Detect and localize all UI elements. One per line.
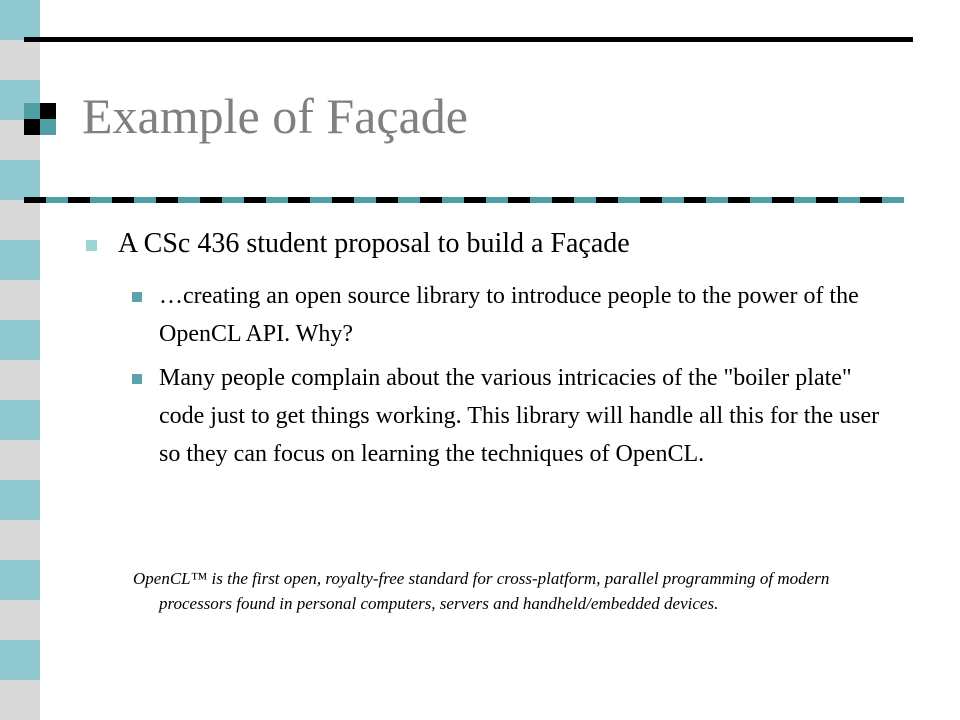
divider-segment: [574, 197, 596, 203]
divider-segment: [244, 197, 266, 203]
strip-cell: [0, 40, 40, 80]
divider-segment: [882, 197, 904, 203]
sub-bullet-square-icon: [132, 374, 142, 384]
divider-segment: [662, 197, 684, 203]
strip-cell: [0, 400, 40, 440]
strip-cell: [0, 600, 40, 640]
strip-cell: [0, 160, 40, 200]
sub-bullet-opencl-library: …creating an open source library to introduce people to the power of the OpenCL API. Why?: [159, 283, 859, 347]
divider-segment: [442, 197, 464, 203]
divider-segment: [750, 197, 772, 203]
strip-cell: [0, 0, 40, 40]
divider-segment: [706, 197, 728, 203]
strip-cell: [0, 200, 40, 240]
strip-cell: [0, 560, 40, 600]
divider-segment: [266, 197, 288, 203]
divider-segment: [68, 197, 90, 203]
slide-title: Example of Façade: [82, 88, 468, 144]
strip-cell: [0, 680, 40, 720]
strip-cell: [0, 320, 40, 360]
title-bullet-icon: [24, 103, 56, 135]
top-rule: [24, 37, 913, 42]
divider-segment: [618, 197, 640, 203]
divider-segment: [222, 197, 244, 203]
strip-cell: [0, 520, 40, 560]
sub-bullet-square-icon: [132, 292, 142, 302]
divider-segment: [112, 197, 134, 203]
strip-cell: [0, 280, 40, 320]
divider-segment: [156, 197, 178, 203]
divider-segment: [684, 197, 706, 203]
divider-segment: [728, 197, 750, 203]
strip-cell: [0, 480, 40, 520]
strip-cell: [0, 640, 40, 680]
title-divider: [24, 197, 904, 203]
divider-segment: [398, 197, 420, 203]
divider-segment: [46, 197, 68, 203]
divider-segment: [90, 197, 112, 203]
divider-segment: [596, 197, 618, 203]
divider-segment: [376, 197, 398, 203]
bullet-square-icon: [86, 240, 97, 251]
strip-cell: [0, 440, 40, 480]
divider-segment: [420, 197, 442, 203]
divider-segment: [24, 197, 46, 203]
divider-segment: [178, 197, 200, 203]
divider-segment: [530, 197, 552, 203]
divider-segment: [464, 197, 486, 203]
divider-segment: [288, 197, 310, 203]
divider-segment: [508, 197, 530, 203]
divider-segment: [310, 197, 332, 203]
divider-segment: [354, 197, 376, 203]
divider-segment: [860, 197, 882, 203]
divider-segment: [640, 197, 662, 203]
divider-segment: [794, 197, 816, 203]
sub-bullet-boiler-plate: Many people complain about the various intricacies of the "boiler plate" code just to get things working. This library will handle all this for the user so they can focus on learning the techniques of OpenCL.: [159, 365, 880, 467]
strip-cell: [0, 240, 40, 280]
divider-segment: [332, 197, 354, 203]
divider-segment: [816, 197, 838, 203]
strip-cell: [0, 360, 40, 400]
divider-segment: [552, 197, 574, 203]
divider-segment: [838, 197, 860, 203]
divider-segment: [134, 197, 156, 203]
divider-segment: [772, 197, 794, 203]
opencl-footnote: OpenCL™ is the first open, royalty-free standard for cross-platform, parallel programming of modern processors found in personal computers, servers and handheld/embedded devices.: [133, 569, 830, 613]
divider-segment: [200, 197, 222, 203]
divider-segment: [486, 197, 508, 203]
bullet-proposal: A CSc 436 student proposal to build a Façade: [118, 228, 630, 259]
